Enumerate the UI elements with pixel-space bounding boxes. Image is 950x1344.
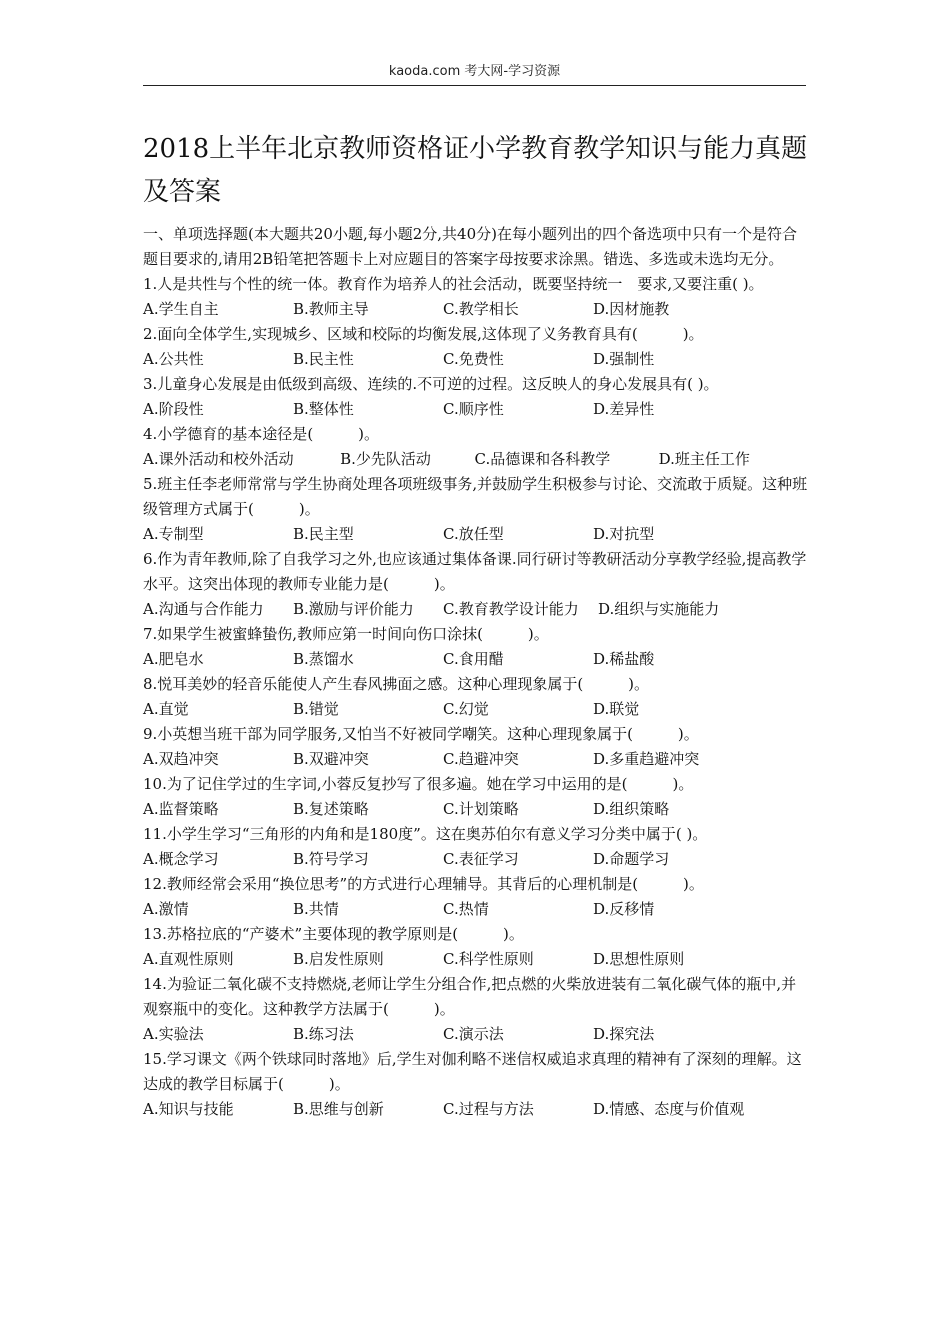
option-a: A.知识与技能 [143,1100,234,1118]
question-stem: 6.作为青年教师,除了自我学习之外,也应该通过集体备课.同行研讨等教研活动分享教学经验,提高教学水平。这突出体现的教师专业能力是( )。 [143,550,807,593]
option-b: B.民主性 [293,350,354,368]
option-a: A.监督策略 [143,800,219,818]
option-c: C.教学相长 [443,300,519,318]
question-stem: 13.苏格拉底的“产婆术”主要体现的教学原则是( )。 [143,925,524,943]
question-stem: 7.如果学生被蜜蜂蛰伤,教师应第一时间向伤口涂抹( )。 [143,625,549,643]
question [143,772,808,822]
document-title: 2018上半年北京教师资格证小学教育教学知识与能力真题及答案 [143,134,808,207]
question-options [143,397,808,422]
option-a: A.直觉 [143,700,189,718]
option-c: C.热情 [443,900,489,918]
option-d: D.差异性 [593,400,655,418]
option-d: D.探究法 [593,1025,655,1043]
question-options [143,522,808,547]
option-b: B.启发性原则 [293,950,384,968]
question-options [143,297,808,322]
option-a: A.专制型 [143,525,204,543]
option-d: D.联觉 [593,700,640,718]
question [143,622,808,672]
option-c: C.品德课和各科教学 [474,450,611,468]
header-rule [143,85,806,86]
option-d: D.稀盐酸 [593,650,655,668]
question-options [143,897,808,922]
question [143,472,808,547]
option-d: D.命题学习 [593,850,670,868]
option-c: C.食用醋 [443,650,504,668]
question [143,872,808,922]
question [143,1047,808,1122]
question-options [143,797,808,822]
question-options [143,847,808,872]
question-options [143,347,808,372]
option-a: A.概念学习 [143,850,219,868]
option-c: C.过程与方法 [443,1100,534,1118]
question [143,922,808,972]
option-b: B.教师主导 [293,300,369,318]
option-b: B.错觉 [293,700,339,718]
option-a: A.学生自主 [143,300,219,318]
option-c: C.教育教学设计能力 [443,600,579,618]
option-d: D.情感、态度与价值观 [593,1100,745,1118]
question-stem: 14.为验证二氧化碳不支持燃烧,老师让学生分组合作,把点燃的火柴放进装有二氧化碳气体的瓶中,并观察瓶中的变化。这种教学方法属于( )。 [143,975,797,1018]
option-d: D.反移情 [593,900,655,918]
question-stem: 4.小学德育的基本途径是( )。 [143,425,380,443]
document-body [143,128,808,1122]
question-options [143,947,808,972]
option-b: B.激励与评价能力 [293,600,414,618]
option-d: D.强制性 [593,350,655,368]
question-stem: 10.为了记住学过的生字词,小蓉反复抄写了很多遍。她在学习中运用的是( )。 [143,775,694,793]
option-b: B.双避冲突 [293,750,369,768]
option-a: A.肥皂水 [143,650,204,668]
question [143,547,808,622]
question-options [143,647,808,672]
question-stem: 2.面向全体学生,实现城乡、区域和校际的均衡发展,这体现了义务教育具有( )。 [143,325,704,343]
option-a: A.激情 [143,900,189,918]
option-a: A.课外活动和校外活动 [143,450,294,468]
question-options [143,447,808,472]
option-d: D.组织与实施能力 [598,600,720,618]
question [143,972,808,1047]
question-stem: 11.小学生学习“三角形的内角和是180度”。这在奥苏伯尔有意义学习分类中属于( )。 [143,825,708,843]
question-stem: 8.悦耳美妙的轻音乐能使人产生春风拂面之感。这种心理现象属于( )。 [143,675,650,693]
question-stem: 3.儿童身心发展是由低级到高级、连续的.不可逆的过程。这反映人的身心发展具有( )。 [143,375,719,393]
option-d: D.多重趋避冲突 [593,750,700,768]
question [143,822,808,872]
section-intro: 一、单项选择题(本大题共20小题,每小题2分,共40分)在每小题列出的四个备选项中只有一个是符合题目要求的,请用2B铅笔把答题卡上对应题目的答案字母按要求涂黑。错选、多选或未选均无分。 [143,225,797,268]
option-d: D.组织策略 [593,800,670,818]
option-c: C.趋避冲突 [443,750,519,768]
page-header: kaoda.com 考大网-学习资源 [388,64,561,79]
question [143,422,808,472]
option-b: B.复述策略 [293,800,369,818]
option-a: A.沟通与合作能力 [143,600,264,618]
question-options [143,1097,808,1122]
option-c: C.科学性原则 [443,950,534,968]
option-c: C.表征学习 [443,850,519,868]
option-b: B.符号学习 [293,850,369,868]
option-d: D.思想性原则 [593,950,685,968]
question-list [143,272,808,1122]
question-stem: 9.小英想当班干部为同学服务,又怕当不好被同学嘲笑。这种心理现象属于( )。 [143,725,699,743]
question [143,372,808,422]
question-stem: 5.班主任李老师常常与学生协商处理各项班级事务,并鼓励学生积极参与讨论、交流敢于质疑。这种班级管理方式属于( )。 [143,475,808,518]
option-c: C.幻觉 [443,700,489,718]
option-a: A.阶段性 [143,400,204,418]
question [143,272,808,322]
question-options [143,747,808,772]
question [143,722,808,772]
option-b: B.民主型 [293,525,354,543]
option-c: C.顺序性 [443,400,504,418]
question-options [143,1022,808,1047]
option-c: C.免费性 [443,350,504,368]
option-a: A.双趋冲突 [143,750,219,768]
option-b: B.蒸馏水 [293,650,354,668]
option-a: A.直观性原则 [143,950,234,968]
option-d: D.对抗型 [593,525,655,543]
question [143,672,808,722]
option-b: B.练习法 [293,1025,354,1043]
question-stem: 15.学习课文《两个铁球同时落地》后,学生对伽利略不迷信权威追求真理的精神有了深刻的理解。这达成的教学目标属于( )。 [143,1050,802,1093]
option-d: D.因材施教 [593,300,670,318]
option-a: A.公共性 [143,350,204,368]
question-stem: 12.教师经常会采用“换位思考”的方式进行心理辅导。其背后的心理机制是( )。 [143,875,704,893]
question-stem: 1.人是共性与个性的统一体。教育作为培养人的社会活动，既要坚持统一 要求,又要注重( )。 [143,275,764,293]
option-d: D.班主任工作 [658,450,750,468]
option-c: C.计划策略 [443,800,519,818]
question [143,322,808,372]
option-b: B.共情 [293,900,339,918]
option-b: B.整体性 [293,400,354,418]
question-options [143,597,808,622]
option-a: A.实验法 [143,1025,204,1043]
option-b: B.思维与创新 [293,1100,384,1118]
option-c: C.放任型 [443,525,504,543]
option-b: B.少先队活动 [340,450,431,468]
option-c: C.演示法 [443,1025,504,1043]
question-options [143,697,808,722]
